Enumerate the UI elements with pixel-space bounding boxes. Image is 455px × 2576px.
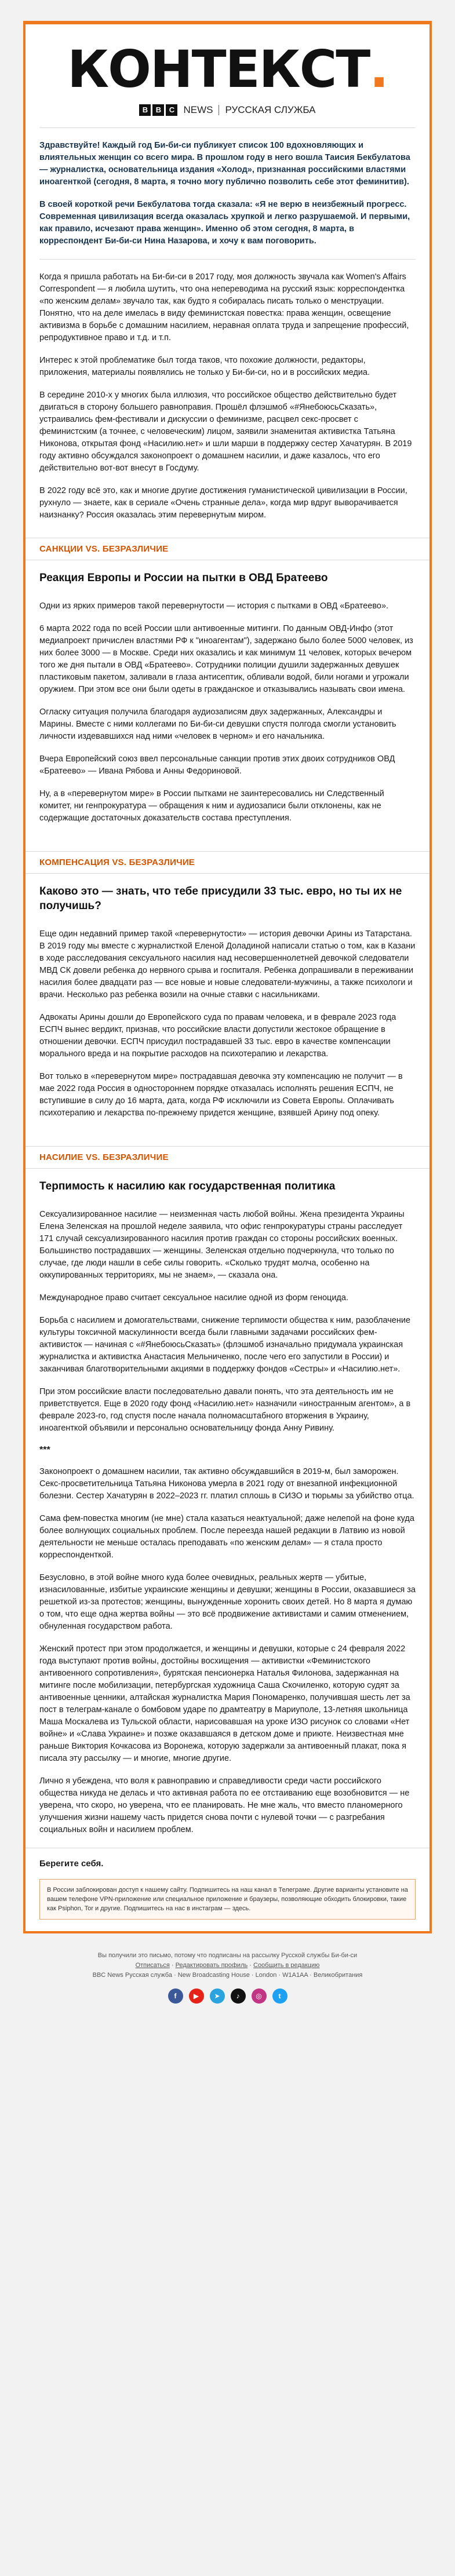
paragraph: Еще один недавний пример такой «перевернутости» — история девочки Арины из Татарстана. В 2019 году мы вместе с журналисткой Еленой Доладиной написали статью о том, как в Казани в ходе расследования сексуального насилия над несовершеннолетней девочкой следователи МВД СК довели ребенка до нервного срыва и госпиталя. Ребенка допрашивали в переживании насилия более двадцати раз — все новые и новые следователи-мужчины, а также психологи и врачи. Несколько раз ребенка возили на очные ставки с насильниками. bbox=[39, 929, 416, 999]
social-icons bbox=[23, 1988, 432, 2004]
paragraph: Международное право считает сексуальное насилие одной из форм геноцида. bbox=[39, 1293, 348, 1302]
intro bbox=[26, 128, 429, 259]
bbc-logo bbox=[139, 104, 177, 116]
telegram-icon[interactable]: ➤ bbox=[210, 1988, 225, 2004]
footer-address: BBC News Русская служба · New Broadcasting House · London · W1A1AA · Великобритания bbox=[92, 1972, 363, 1979]
service-label: РУССКАЯ СЛУЖБА bbox=[225, 104, 316, 115]
section-headline: Терпимость к насилию как государственная политика bbox=[39, 1180, 336, 1192]
youtube-icon[interactable]: ▶ bbox=[189, 1988, 204, 2004]
paragraph: В 2022 году всё это, как и многие другие достижения гуманистической цивилизации в России, рухнуло — знаете, как в сериале «Очень странные дела», когда мир вдруг выворачивается наизнанку? Россия оказалась этим перевернутым миром. bbox=[39, 486, 407, 520]
footer-links: Отписаться · Редактировать профиль · Сообщить в редакцию bbox=[135, 1962, 320, 1969]
separator-stars: *** bbox=[39, 1445, 50, 1455]
intro-paragraph: Здравствуйте! Каждый год Би-би-си публикует список 100 вдохновляющих и влиятельных женщин со всего мира. В прошлом году в него вошла Таисия Бекбулатова — журналистка, основательница издания «Холод», признанная российскими властями иноагенткой (сегодня, 8 марта, я точно могу публично позволить себе этот феминитив). bbox=[39, 141, 410, 187]
paragraph: 6 марта 2022 года по всей России шли антивоенные митинги. По данным ОВД-Инфо (этот медиапроект причислен властями РФ к "иноагентам"), задержано было более 5000 человек, из них более 3000 — в Москве. Среди них оказались и как минимум 11 человек, которых вечером того же дня пытали в ОВД «Братеево». Сотрудники полиции душили задержанных девушек пластиковым пакетом, заливали в глаза антисептик, обливали водой, били ногами и угрожали оружием. При этом все они были одеты в гражданское и отказывались называть свои имена. bbox=[39, 624, 413, 694]
paragraph: Вот только в «перевернутом мире» пострадавшая девочка эту компенсацию не получит — в мае 2022 года Россия в одностороннем порядке отказалась исполнять решения ЕСПЧ, не вступившие в силу до 16 марта, дата, когда РФ исключили из Совета Европы. Оплачивать психотерапию и лекарства по-прежнему придется женщине, взявшей Арину под опеку. bbox=[39, 1072, 403, 1118]
section-tag: КОМПЕНСАЦИЯ VS. БЕЗРАЗЛИЧИЕ bbox=[26, 851, 429, 874]
intro-paragraph: В своей короткой речи Бекбулатова тогда сказала: «Я не верю в неизбежный прогресс. Современная цивилизация всегда оказалась хрупкой и легко разрушаемой. И первыми, как правило, исчезают права женщин». Именно об этом сегодня, 8 марта, в корреспондент Би-би-си Нина Назарова, и хочу к вам поговорить. bbox=[39, 200, 410, 246]
paragraph: Когда я пришла работать на Би-би-си в 2017 году, моя должность звучала как Women's Affairs Correspondent — я любила шутить, что она непереводима на русский язык: корреспондентка «по женским делам» звучало так, как будто я собиралась писать только о менструации. Понятно, что на деле имелась в виду феминистская повестка: права женщин, освещение активизма в борьбе с домашним насилием, неравная оплата труда и запрещение профессий, репродуктивное право и т.д. и т.п. bbox=[39, 272, 409, 342]
paragraph: Сексуализированное насилие — неизменная часть любой войны. Жена президента Украины Елена Зеленская на прошлой неделе заявила, что офис генпрокуратуры страны расследует 171 случай сексуализированного насилия против граждан со стороны российских военных. Большинство пострадавших — женщины. Зеленская отдельно подчеркнула, что только по случае, где люди нашли в себе силы говорить. «Сколько трудят молча, особенно на оккупированных территориях, мы не знаем», — сказала она. bbox=[39, 1210, 405, 1280]
logo-text: КОНТЕКСТ bbox=[67, 39, 370, 99]
footer-text: Вы получили это письмо, потому что подписаны на рассылку Русской службы Би-би-си bbox=[97, 1952, 358, 1959]
section-3-text bbox=[26, 1197, 429, 1848]
bbc-letter: C bbox=[166, 104, 177, 116]
paragraph: В середине 2010-х у многих была иллюзия, что российское общество действительно будет двигаться в сторону большего равноправия. Прошёл флэшмоб «#ЯнебоюсьСказать», устраивались фем-фестивали и дискуссии о феминизме, расцвел секс-просвет с феминистским (а точнее, с человеческим) лицом, заявили знаменитая активистка Татьяна Никонова, открытая фонд «Насилию.нет» и шли марши в поддержку сестер Хачатурян. В 2019 году активно обсуждался законопроект о домашнем насилии, и даже казалось, что его действительно вот-вот внесут в Госдуму. bbox=[39, 391, 412, 473]
paragraph: Женский протест при этом продолжается, и женщины и девушки, которые с 24 февраля 2022 года выступают против войны, достойны восхищения — активистки «Феминистского антивоенного сопротивления», бурятская пенсионерка Наталья Филонова, задержанная на митинге после мобилизации, петербургская художница Саша Скочиленко, которую судят за антивоенные ценники, алтайская журналистка Мария Пономаренко, получившая шесть лет за пост в телеграм-канале о бомбовом ударе по драмтеатру в Мариуполе, 13-летняя школьница Маша Москалева из Тульской области, нарисовавшая на уроке ИЗО рисунок со словами «Нет войне» и «Слава Украине» и позже оказавшаяся в детском доме и приюте. Неизвестная мне раньше Виктория Кочкасова из Воронежа, которую задержали за антивоенный плакат, пока я писала эту рассылку — и многие, многие другие. bbox=[39, 1644, 410, 1763]
paragraph: Одни из ярких примеров такой перевернутости — история с пытками в ОВД «Братеево». bbox=[39, 601, 389, 611]
section-headline: Реакция Европы и России на пытки в ОВД Братеево bbox=[39, 572, 328, 584]
paragraph: Ну, а в «перевернутом мире» в России пытками не заинтересовались ни Следственный комитет, ни генпрокуратура — обращения к ним и аудиозаписи были отклонены, как не содержащие достаточных доказательств состава преступления. bbox=[39, 789, 384, 823]
section-1-text bbox=[26, 589, 429, 846]
paragraph: Борьба с насилием и домогательствами, снижение терпимости общества к ним, разоблачение культуры токсичной маскулинности всегда были главными задачами российских фем-активисток — начиная с «#ЯнебоюсьСказать» (флэшмоб изначально придумала украинская журналистка и активистка Анастасия Мельниченко, после чего его запустили в России) и заканчивая благотворительными акциями в поддержку фондов «Сестры» и «Насилию.нет». bbox=[39, 1316, 411, 1374]
paragraph: Безусловно, в этой войне много куда более очевидных, реальных жертв — убитые, изнасилованные, избитые украинские женщины и девушки; женщины в России, оказавшиеся за решеткой из-за протестов; женщины, вынужденные хоронить своих детей. Но 8 марта я думаю о том, что еще одна жертва войны — это всё продвижение активистами и самим отменением, обнуленная государством работа. bbox=[39, 1573, 416, 1631]
paragraph: Огласку ситуация получила благодаря аудиозаписям двух задержанных, Александры и Марины. Вместе с ними коллегами по Би-би-си девушки спустя полгода смогли установить личности издевавшихся над ними «человек в черном» и его начальника. bbox=[39, 707, 396, 741]
tiktok-icon[interactable]: ♪ bbox=[231, 1988, 246, 2004]
blocking-notice: В России заблокирован доступ к нашему сайту. Подпишитесь на наш канал в Телеграме. Другие варианты установите на вашем телефоне VPN-приложение или специальное приложение и браузеры, позволяющие обходить блокировки, такие как Psiphon, Tor и другие. Подпишитесь на нас в инстаграм — здесь. bbox=[39, 1879, 416, 1920]
section-tag: САНКЦИИ VS. БЕЗРАЗЛИЧИЕ bbox=[26, 538, 429, 560]
news-label: NEWS bbox=[183, 104, 213, 115]
twitter-icon[interactable]: t bbox=[272, 1988, 287, 2004]
footer bbox=[23, 1951, 432, 2004]
paragraph: Законопроект о домашнем насилии, так активно обсуждавшийся в 2019-м, был заморожен. Секс-просветительница Татьяна Никонова умерла в 2021 году от внезапной инфекционной болезни. Сестер Хачатурян в 2022–2023 гг. платил сплошь в СИЗО и тюрьмы за убийство отца. bbox=[39, 1467, 414, 1501]
edit-profile-link[interactable]: Редактировать профиль bbox=[175, 1962, 248, 1969]
paragraph: Интерес к этой проблематике был тогда таков, что похожие должности, редакторы, приложения, материалы появлялись не только у Би-би-си, но и в российских медиа. bbox=[39, 356, 370, 377]
signoff: Берегите себя. bbox=[26, 1848, 429, 1879]
paragraph: Сама фем-повестка многим (не мне) стала казаться неактуальной; даже нелепой на фоне куда более волнующих социальных проблем. После переезда нашей редакции в Латвию из новой деятельности не меньше осталась преподавать «по женским делам» — я стала просто корреспонденткой. bbox=[39, 1514, 414, 1560]
unsubscribe-link[interactable]: Отписаться bbox=[135, 1962, 170, 1969]
paragraph: Адвокаты Арины дошли до Европейского суда по правам человека, и в феврале 2023 года ЕСПЧ вынес вердикт, признав, что российские власти допустили жестокое обращение в отношении девочки. ЕСПЧ присудил пострадавшей 33 тыс. евро в качестве компенсации морального вреда и на покрытие расходов на психотерапию и лекарства. bbox=[39, 1013, 396, 1059]
section-2-text bbox=[26, 917, 429, 1141]
bbc-letter: B bbox=[152, 104, 164, 116]
instagram-icon[interactable]: ◎ bbox=[252, 1988, 267, 2004]
masthead bbox=[26, 24, 429, 127]
paragraph: При этом российские власти последовательно давали понять, что эта деятельность им не приветствуется. Еще в 2020 году фонд «Насилию.нет» назначили «иностранным агентом», а в феврале 2023-го, год спустя после начала полномасштабного вторжения в Украину, иноагенткой объявили и персонально основательницу фонда Анну Ривину. bbox=[39, 1387, 411, 1433]
newsletter-card bbox=[23, 21, 432, 1933]
contact-link[interactable]: Сообщить в редакцию bbox=[253, 1962, 320, 1969]
kontekst-logo bbox=[67, 39, 388, 99]
paragraph: Лично я убеждена, что воля к равноправию и справедливости среди части российского общества никуда не делась и что активная работа по ее отстаиванию еще возобновится — не уверена, что скоро, но уверена, что ее планировать. Не мне жаль, что вместо планомерного улучшения жизни нашему часть придется снова почти с нулевой точки — с разгребания социальных войн и насилием проблем. bbox=[39, 1776, 410, 1834]
paragraph: Вчера Европейский союз ввел персональные санкции против этих двоих сотрудников ОВД «Братеево» — Ивана Рябова и Анны Федориновой. bbox=[39, 754, 395, 776]
section-tag: НАСИЛИЕ VS. БЕЗРАЗЛИЧИЕ bbox=[26, 1146, 429, 1169]
bbc-letter: B bbox=[139, 104, 151, 116]
bbc-russian-line bbox=[26, 104, 429, 116]
opening-text bbox=[26, 260, 429, 533]
section-headline: Каково это — знать, что тебе присудили 33 тыс. евро, но ты их не получишь? bbox=[39, 885, 402, 912]
logo-dot: . bbox=[369, 39, 388, 99]
facebook-icon[interactable]: f bbox=[168, 1988, 183, 2004]
